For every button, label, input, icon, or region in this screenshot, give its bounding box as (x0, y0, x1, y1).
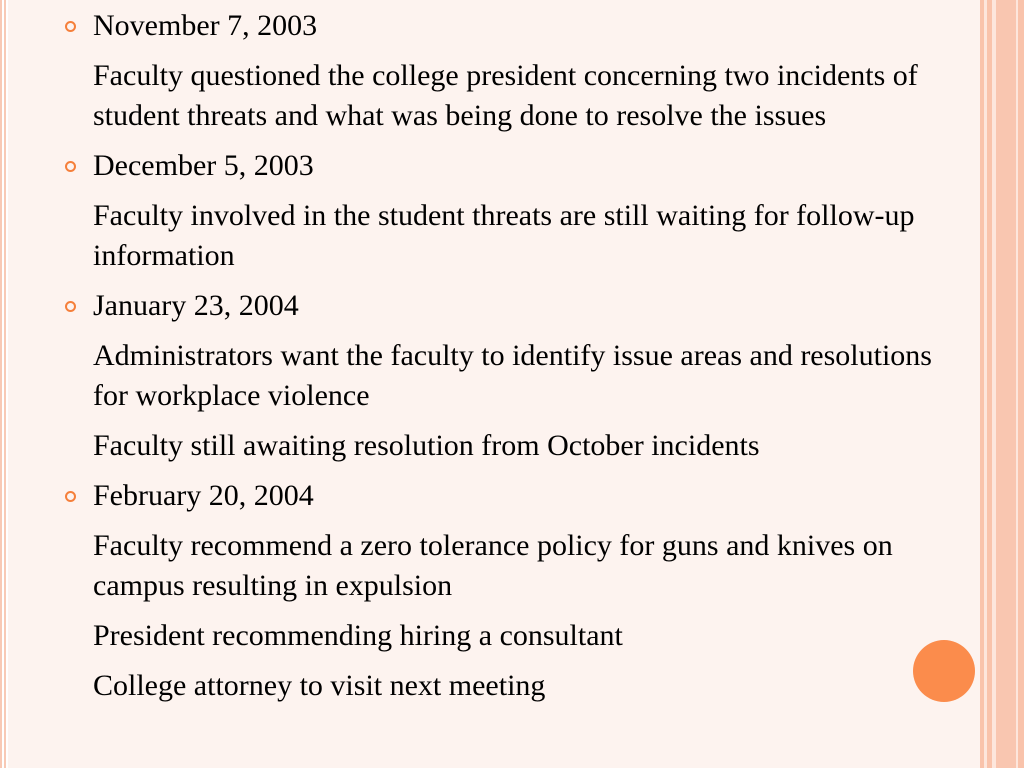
entry-note: Faculty questioned the college president concerning two incidents of student threats and what was being done to resolve the issues (93, 59, 918, 132)
timeline-entry (62, 286, 962, 326)
ring-bullet-icon (65, 161, 76, 172)
entry-date: February 20, 2004 (93, 479, 314, 512)
left-border-line (0, 0, 2, 768)
entry-note: College attorney to visit next meeting (93, 669, 546, 702)
slide-body (62, 6, 962, 716)
timeline-entry (62, 6, 962, 46)
entry-date: January 23, 2004 (93, 289, 299, 322)
entry-note: Faculty involved in the student threats are still waiting for follow-up information (93, 199, 915, 272)
ring-bullet-icon (65, 301, 76, 312)
entry-note: President recommending hiring a consultant (93, 619, 623, 652)
ring-bullet-icon (65, 491, 76, 502)
decorative-stripe (1018, 0, 1024, 768)
left-border-line (4, 0, 6, 768)
ring-bullet-icon (65, 21, 76, 32)
timeline-entry (62, 476, 962, 516)
decorative-stripe (996, 0, 1016, 768)
timeline-entry (62, 146, 962, 186)
entry-note: Faculty still awaiting resolution from October incidents (93, 429, 760, 462)
entry-note: Administrators want the faculty to identify issue areas and resolutions for workplace violence (93, 339, 932, 412)
entry-date: November 7, 2003 (93, 9, 318, 42)
entry-date: December 5, 2003 (93, 149, 314, 182)
entry-note: Faculty recommend a zero tolerance policy for guns and knives on campus resulting in expulsion (93, 529, 893, 602)
